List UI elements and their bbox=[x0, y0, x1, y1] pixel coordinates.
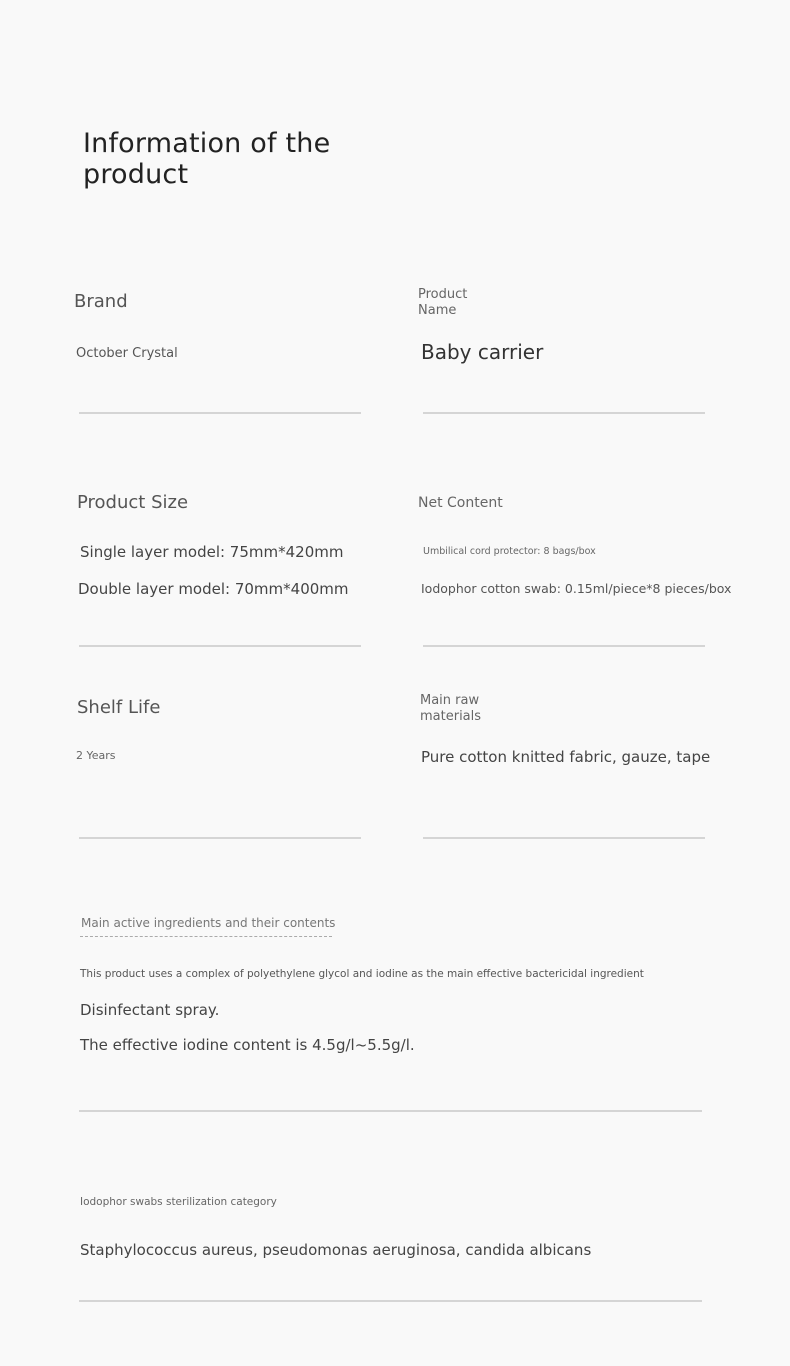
page-title: Information of the product bbox=[83, 128, 331, 190]
shelf-life-divider bbox=[79, 837, 361, 839]
product-name-label-line2: Name bbox=[418, 303, 457, 318]
raw-materials-label bbox=[420, 693, 481, 725]
brand-value: October Crystal bbox=[76, 346, 178, 361]
product-size-label: Product Size bbox=[77, 492, 189, 513]
active-ingredients-label: Main active ingredients and their contents bbox=[81, 916, 336, 930]
sterilization-value: Staphylococcus aureus, pseudomonas aeruginosa, candida albicans bbox=[80, 1241, 592, 1259]
active-ingredients-underline bbox=[80, 936, 332, 937]
product-name-label bbox=[418, 287, 467, 319]
product-size-divider bbox=[79, 645, 361, 647]
active-ingredients-description: This product uses a complex of polyethylene glycol and iodine as the main effective bactericidal ingredient bbox=[80, 968, 644, 980]
sterilization-divider bbox=[79, 1300, 702, 1302]
net-content-label: Net Content bbox=[418, 495, 503, 511]
raw-materials-divider bbox=[423, 837, 705, 839]
net-content-divider bbox=[423, 645, 705, 647]
shelf-life-label: Shelf Life bbox=[77, 697, 161, 718]
product-size-double: Double layer model: 70mm*400mm bbox=[78, 580, 349, 598]
brand-divider bbox=[79, 412, 361, 414]
raw-materials-label-line1: Main raw bbox=[420, 693, 480, 708]
product-name-divider bbox=[423, 412, 705, 414]
net-content-umbilical: Umbilical cord protector: 8 bags/box bbox=[423, 546, 596, 557]
active-ingredients-divider bbox=[79, 1110, 702, 1112]
brand-label: Brand bbox=[74, 291, 128, 312]
raw-materials-label-line2: materials bbox=[420, 709, 482, 724]
net-content-swab: Iodophor cotton swab: 0.15ml/piece*8 pieces/box bbox=[421, 581, 732, 596]
product-size-single: Single layer model: 75mm*420mm bbox=[80, 543, 344, 561]
raw-materials-value: Pure cotton knitted fabric, gauze, tape bbox=[421, 748, 711, 766]
active-ingredients-iodine: The effective iodine content is 4.5g/l~5.5g/l. bbox=[80, 1036, 415, 1054]
product-name-label-line1: Product bbox=[418, 287, 468, 302]
shelf-life-value: 2 Years bbox=[76, 749, 116, 762]
sterilization-label: Iodophor swabs sterilization category bbox=[80, 1196, 277, 1208]
active-ingredients-spray: Disinfectant spray. bbox=[80, 1001, 220, 1019]
product-name-value: Baby carrier bbox=[421, 340, 544, 364]
